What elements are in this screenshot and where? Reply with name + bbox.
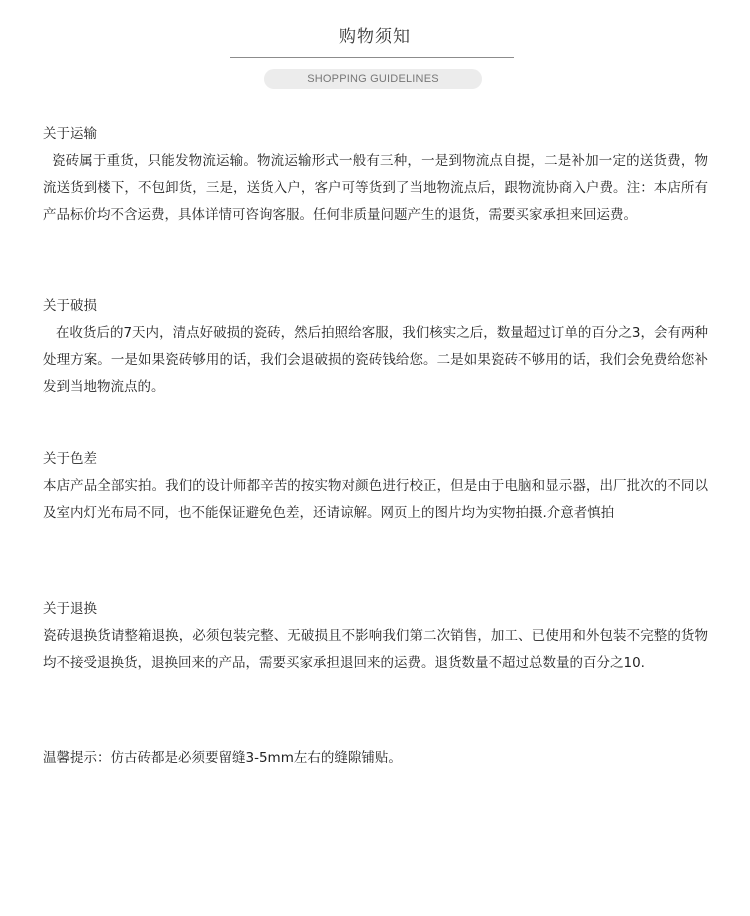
section-body: 瓷砖属于重货，只能发物流运输。物流运输形式一般有三种，一是到物流点自提，二是补加一定的送货费，物流送货到楼下，不包卸货，三是，送货入户，客户可等货到了当地物流点后，跟物流协商入户费。注：本店所有产品标价均不含运费，具体详情可咨询客服。任何非质量问题产生的退货，需要买家承担来回运费。: [43, 153, 708, 223]
page-title: 购物须知: [339, 27, 411, 47]
section-shipping: [43, 121, 708, 229]
section-title: 关于运输: [43, 126, 97, 142]
section-color-difference: [43, 446, 708, 527]
section-title: 关于色差: [43, 451, 97, 467]
title-divider: [230, 57, 514, 58]
section-body: 瓷砖退换货请整箱退换，必须包装完整、无破损且不影响我们第二次销售，加工、已使用和外包装不完整的货物均不接受退换货，退换回来的产品，需要买家承担退回来的运费。退货数量不超过总数量的百分之10.: [43, 628, 708, 671]
section-title: 关于破损: [43, 298, 97, 314]
section-title: 关于退换: [43, 601, 97, 617]
section-body: 本店产品全部实拍。我们的设计师都辛苦的按实物对颜色进行校正，但是由于电脑和显示器，出厂批次的不同以及室内灯光布局不同，也不能保证避免色差，还请谅解。网页上的图片均为实物拍摄.介意者慎拍: [43, 478, 708, 521]
subtitle-badge: SHOPPING GUIDELINES: [264, 69, 482, 89]
section-returns: [43, 596, 708, 677]
section-damage: [43, 293, 708, 401]
warm-tip: 温馨提示：仿古砖都是必须要留缝3-5mm左右的缝隙铺贴。: [43, 750, 402, 766]
page-header: [0, 0, 750, 100]
section-body: 在收货后的7天内，清点好破损的瓷砖，然后拍照给客服，我们核实之后，数量超过订单的百分之3，会有两种处理方案。一是如果瓷砖够用的话，我们会退破损的瓷砖钱给您。二是如果瓷砖不够用的话，我们会免费给您补发到当地物流点的。: [43, 325, 708, 395]
